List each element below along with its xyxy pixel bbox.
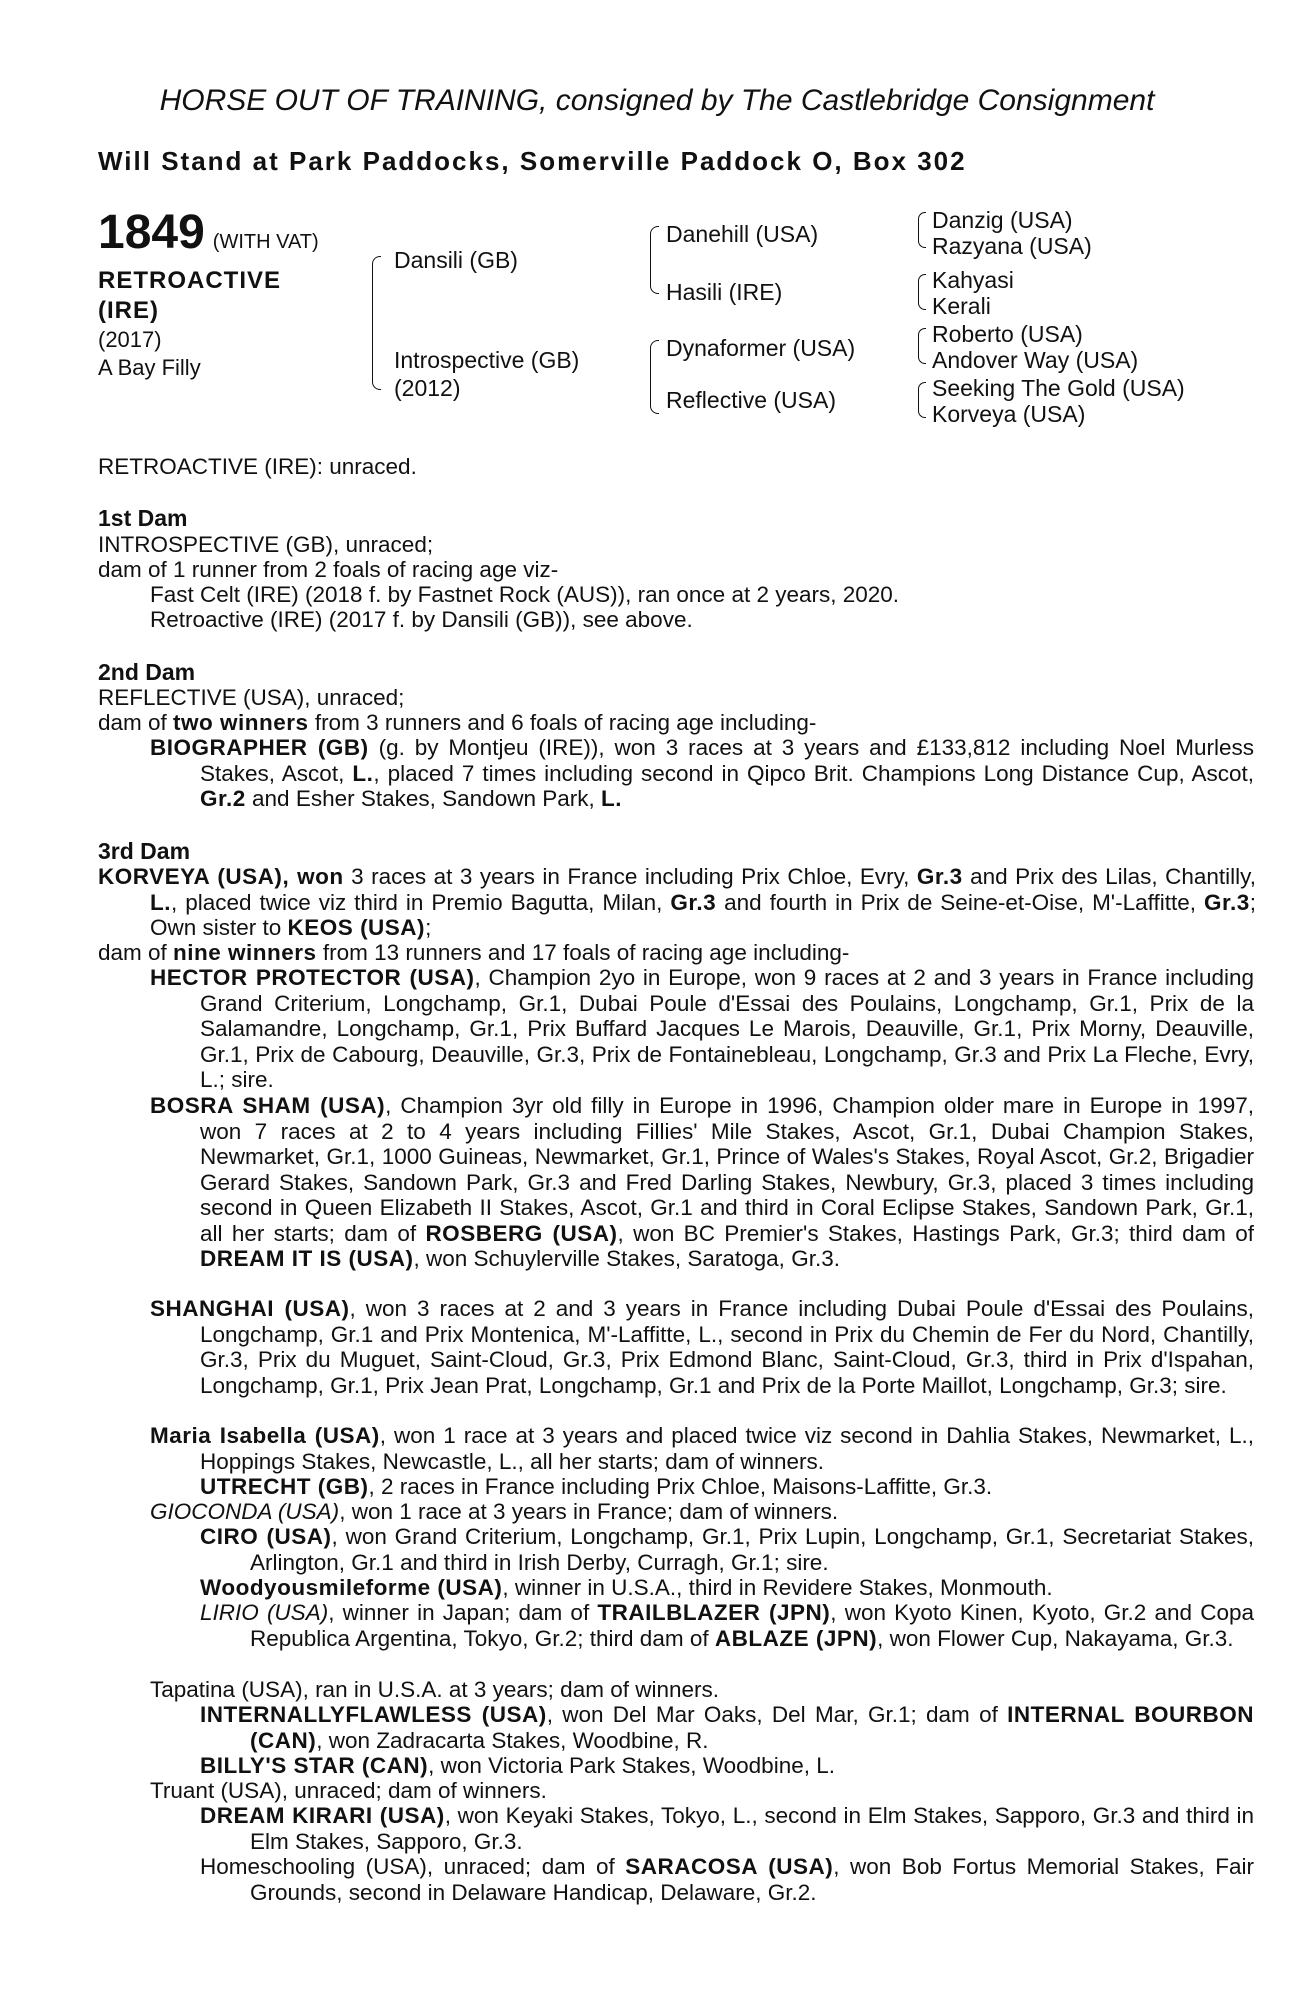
text: dam of (98, 710, 174, 735)
ancestor-8: Korveya (USA) (932, 401, 1086, 427)
ciro-entry (200, 1524, 1254, 1575)
horse-name: BILLY'S STAR (CAN) (200, 1753, 429, 1778)
horse-name: BOSRA SHAM (USA) (150, 1093, 386, 1118)
horse-description: A Bay Filly (98, 355, 201, 380)
horse-name-line-1: RETROACTIVE (98, 267, 282, 294)
gioconda-entry (150, 1499, 838, 1525)
third-dam-produce (98, 940, 849, 966)
pedigree-brace (372, 256, 381, 390)
horse-name: LIRIO (USA) (200, 1600, 329, 1625)
text: Homeschooling (USA), unraced; dam of (200, 1854, 626, 1879)
text: won (297, 864, 344, 889)
grade: Gr.2 (200, 786, 246, 811)
utrecht-entry (200, 1474, 992, 1500)
grade: L. (150, 889, 171, 915)
text: , won Kyoto Kinen, Kyoto, Gr.2 and Copa Republica Argentina, Tokyo, Gr.2; third dam of (250, 1600, 1254, 1651)
winners-count: two winners (173, 710, 309, 735)
text: , placed twice viz third in Premio Bagutta, Milan, (171, 889, 671, 915)
text: ; (425, 915, 432, 940)
horse-name: CIRO (USA) (200, 1524, 332, 1549)
text: (g. by Montjeu (IRE)), won 3 races at 3 years and £133,812 including Noel Murless Stakes, Ascot, (200, 735, 1255, 786)
foaling-year: (2017) (98, 327, 162, 352)
horse-name: DREAM KIRARI (USA) (200, 1803, 445, 1828)
horse-name: DREAM IT IS (USA) (200, 1246, 414, 1271)
bosra-sham-entry (150, 1093, 1254, 1272)
grade: L. (352, 760, 374, 786)
text: , won Bob Fortus Memorial Stakes, Fair Grounds, second in Delaware Handicap, Delaware, Gr.2. (250, 1854, 1254, 1905)
first-dam-line: INTROSPECTIVE (GB), unraced; (98, 532, 434, 557)
dam-sire: Dynaformer (USA) (666, 335, 856, 361)
pedigree-brace (918, 212, 926, 248)
third-dam-heading: 3rd Dam (98, 838, 191, 864)
truant-entry: Truant (USA), unraced; dam of winners. (150, 1778, 547, 1803)
horse-name: ROSBERG (USA) (425, 1220, 618, 1246)
text: 3 races at 3 years in France including Prix Chloe, Evry, (343, 864, 917, 889)
dam-year: (2012) (394, 375, 461, 401)
pedigree-brace (650, 340, 659, 414)
grade: Gr.3 (916, 864, 963, 889)
text: ; Own sister to (150, 889, 1256, 940)
dam-dam: Reflective (USA) (666, 387, 836, 413)
text: , winner in Japan; dam of (328, 1600, 598, 1625)
text: and Prix des Lilas, Chantilly, (962, 864, 1256, 889)
ancestor-7: Seeking The Gold (USA) (932, 375, 1185, 401)
text: from 13 runners and 17 foals of racing age including- (316, 940, 850, 965)
tapatina-entry: Tapatina (USA), ran in U.S.A. at 3 years; dam of winners. (150, 1677, 719, 1702)
lot-number-row (98, 208, 319, 258)
billys-star-entry (200, 1753, 835, 1779)
text: , won 3 races at 2 and 3 years in France including Dubai Poule d'Essai des Poulains, Longchamp, Gr.1 and Prix Montenica, M'-Laffitte, L., second in Prix du Chemin de Fer du Nord, Chantilly, Gr.3, Prix du Muguet, Saint-Cloud, Gr.3, Prix Edmond Blanc, Saint-Cloud, Gr.3, third in Prix d'Ispahan, Longchamp, Gr.1, Prix Jean Prat, Longchamp, Gr.1 and Prix de la Porte Maillot, Longchamp, Gr.3; sire. (200, 1296, 1254, 1398)
text: , won Keyaki Stakes, Tokyo, L., second in Elm Stakes, Sapporo, Gr.3 and third in Elm Stakes, Sapporo, Gr.3. (250, 1803, 1254, 1854)
korveya-entry (98, 864, 1256, 941)
horse-name: INTERNALLYFLAWLESS (USA) (200, 1702, 547, 1727)
winners-count: nine winners (173, 940, 317, 965)
pedigree-brace (918, 382, 926, 418)
horse-name: UTRECHT (GB) (200, 1474, 369, 1499)
horse-name: Woodyousmileforme (USA) (200, 1575, 503, 1600)
grade: Gr.3 (670, 889, 717, 915)
text: , won Victoria Park Stakes, Woodbine, L. (428, 1753, 835, 1778)
dream-kirari-entry (200, 1803, 1254, 1854)
maria-isabella-entry (150, 1423, 1254, 1474)
text: , won BC Premier's Stakes, Hastings Park, Gr.3; third dam of (617, 1220, 1254, 1246)
first-dam-foal: Retroactive (IRE) (2017 f. by Dansili (GB)), see above. (150, 607, 693, 632)
horse-name: GIOCONDA (USA) (150, 1499, 340, 1524)
second-dam-line: REFLECTIVE (USA), unraced; (98, 685, 405, 710)
ancestor-1: Danzig (USA) (932, 207, 1073, 233)
ancestor-4: Kerali (932, 293, 991, 319)
vat-note: (WITH VAT) (212, 231, 319, 253)
first-dam-heading: 1st Dam (98, 505, 188, 531)
grade: Gr.3 (1203, 889, 1250, 915)
first-dam-foal: Fast Celt (IRE) (2018 f. by Fastnet Rock (AUS)), ran once at 2 years, 2020. (150, 582, 900, 607)
text: and fourth in Prix de Seine-et-Oise, M'-Laffitte, (716, 889, 1204, 915)
ancestor-2: Razyana (USA) (932, 233, 1092, 259)
text: , won Flower Cup, Nakayama, Gr.3. (877, 1625, 1234, 1651)
pedigree-brace (918, 328, 926, 364)
lot-number: 1849 (98, 206, 205, 259)
pedigree-brace (650, 226, 659, 294)
pedigree-brace (918, 274, 926, 310)
horse-name: INTERNAL BOURBON (CAN) (250, 1702, 1255, 1753)
horse-name (98, 266, 338, 326)
horse-name: TRAILBLAZER (JPN) (597, 1600, 831, 1625)
second-dam-heading: 2nd Dam (98, 659, 196, 685)
second-dam-produce (98, 710, 816, 736)
text: , placed 7 times including second in Qipco Brit. Champions Long Distance Cup, Ascot, (373, 760, 1254, 786)
text: , won Zadracarta Stakes, Woodbine, R. (316, 1727, 709, 1753)
text: dam of (98, 940, 174, 965)
text: and Esher Stakes, Sandown Park, (245, 786, 601, 811)
horse-name: ABLAZE (JPN) (714, 1625, 878, 1651)
horse-name-line-2: (IRE) (98, 297, 159, 324)
shanghai-entry (150, 1296, 1254, 1398)
lirio-entry (200, 1600, 1254, 1651)
dam: Introspective (GB) (394, 347, 580, 373)
text: , won 1 race at 3 years in France; dam of winners. (339, 1499, 839, 1524)
sire-sire: Danehill (USA) (666, 221, 819, 247)
horse-name: Maria Isabella (USA) (150, 1423, 380, 1448)
ancestor-3: Kahyasi (932, 267, 1014, 293)
text: , won Del Mar Oaks, Del Mar, Gr.1; dam of (546, 1702, 1008, 1727)
horse-name: KORVEYA (USA) (98, 864, 283, 889)
horse-name: KEOS (USA) (287, 915, 426, 940)
first-dam-line: dam of 1 runner from 2 foals of racing age viz- (98, 557, 559, 582)
text: , won Schuylerville Stakes, Saratoga, Gr.3. (413, 1246, 840, 1271)
text: , won Grand Criterium, Longchamp, Gr.1, Prix Lupin, Longchamp, Gr.1, Secretariat Stakes, Arlington, Gr.1 and third in Irish Derby, Curragh, Gr.1; sire. (250, 1524, 1254, 1575)
internallyflawless-entry (200, 1702, 1254, 1753)
text: , (282, 864, 298, 889)
text: , won 1 race at 3 years and placed twice viz second in Dahlia Stakes, Newmarket, L., Hoppings Stakes, Newcastle, L., all her starts; dam of winners. (200, 1423, 1254, 1474)
homeschooling-entry (200, 1854, 1254, 1905)
hector-protector-entry (150, 965, 1254, 1093)
ancestor-5: Roberto (USA) (932, 321, 1083, 347)
sire-dam: Hasili (IRE) (666, 279, 783, 305)
text: from 3 runners and 6 foals of racing age including- (308, 710, 817, 735)
text: , Champion 2yo in Europe, won 9 races at 2 and 3 years in France including Grand Criterium, Longchamp, Gr.1, Dubai Poule d'Essai des Poulains, Longchamp, Gr.1, Prix de la Salamandre, Longchamp, Gr.1, Prix Buffard Jacques Le Marois, Deauville, Gr.1, Prix Morny, Deauville, Gr.1, Prix de Cabourg, Deauville, Gr.3, Prix de Fontainebleau, Longchamp, Gr.3 and Prix La Fleche, Evry, L.; sire. (200, 965, 1254, 1092)
horse-name: HECTOR PROTECTOR (USA) (150, 965, 475, 990)
grade: L. (600, 786, 622, 811)
ancestor-6: Andover Way (USA) (932, 347, 1139, 373)
text: , winner in U.S.A., third in Revidere Stakes, Monmouth. (502, 1575, 1053, 1600)
horse-name: SARACOSA (USA) (625, 1854, 834, 1879)
text: , Champion 3yr old filly in Europe in 1996, Champion older mare in Europe in 1997, won 7 races at 2 to 4 years including Fillies' Mile Stakes, Ascot, Gr.1, Dubai Champion Stakes, Newmarket, Gr.1, 1000 Guineas, Newmarket, Gr.1, Prince of Wales's Stakes, Royal Ascot, Gr.2, Brigadier Gerard Stakes, Sandown Park, Gr.3 and Fred Darling Stakes, Newbury, Gr.3, placed 3 times including second in Queen Elizabeth II Stakes, Ascot, Gr.1 and third in Coral Eclipse Stakes, Sandown Park, Gr.1, all her starts; dam of (200, 1093, 1254, 1246)
consignment-header: HORSE OUT OF TRAINING, consigned by The Castlebridge Consignment (159, 84, 1155, 117)
horse-name: BIOGRAPHER (GB) (150, 735, 369, 760)
biographer-entry (150, 735, 1254, 812)
sire: Dansili (GB) (394, 247, 518, 273)
woodyousmileforme-entry (200, 1575, 1053, 1601)
text: , 2 races in France including Prix Chloe, Maisons-Laffitte, Gr.3. (368, 1474, 993, 1499)
horse-name: SHANGHAI (USA) (150, 1296, 350, 1321)
race-record: RETROACTIVE (IRE): unraced. (98, 454, 417, 479)
stand-location: Will Stand at Park Paddocks, Somerville Paddock O, Box 302 (98, 146, 967, 176)
